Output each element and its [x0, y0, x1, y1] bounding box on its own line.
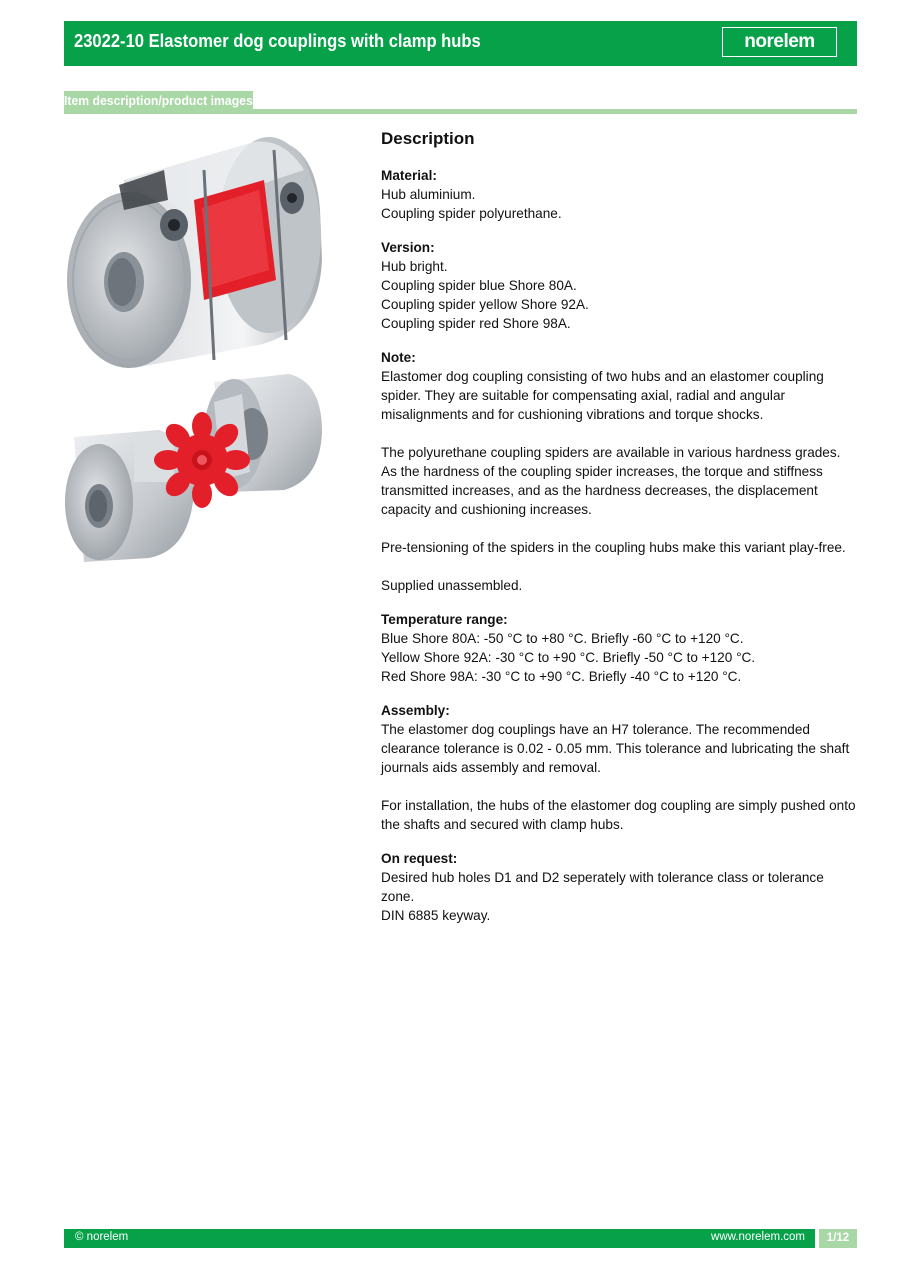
version-line: Coupling spider blue Shore 80A. [381, 278, 577, 293]
section-label: Item description/product images [64, 91, 253, 112]
on-request-heading: On request: [381, 851, 458, 866]
page-header [64, 21, 857, 66]
page-number: 1/12 [819, 1229, 857, 1248]
temperature-heading: Temperature range: [381, 612, 508, 627]
coupling-exploded-icon [64, 372, 322, 564]
note-paragraph: The polyurethane coupling spiders are available in various hardness grades. As the hardness of the coupling spider increases, the torque and stiffness transmitted increases, and as the hardness decreases, the displacement capacity and cushioning increases. [381, 445, 841, 517]
material-block [381, 166, 856, 223]
material-line: Hub aluminium. [381, 187, 476, 202]
on-request-line: DIN 6885 keyway. [381, 908, 491, 923]
assembly-paragraph: The elastomer dog couplings have an H7 tolerance. The recommended clearance tolerance is 0.02 - 0.05 mm. This tolerance and lubricating the shaft journals aids assembly and removal. [381, 722, 850, 775]
assembly-block [381, 701, 856, 834]
assembly-heading: Assembly: [381, 703, 450, 718]
note-heading: Note: [381, 350, 416, 365]
page-title: 23022-10 Elastomer dog couplings with clamp hubs [74, 31, 481, 51]
material-heading: Material: [381, 168, 437, 183]
temperature-line: Yellow Shore 92A: -30 °C to +90 °C. Briefly -50 °C to +120 °C. [381, 650, 756, 665]
footer-website-link[interactable]: www.norelem.com [711, 1231, 805, 1243]
footer-copyright: © norelem [75, 1231, 129, 1243]
version-heading: Version: [381, 240, 435, 255]
assembly-paragraph: For installation, the hubs of the elastomer dog coupling are simply pushed onto the shafts and secured with clamp hubs. [381, 798, 856, 832]
product-image-assembled [64, 130, 322, 370]
page-footer [64, 1229, 857, 1248]
temperature-block [381, 610, 856, 686]
on-request-line: Desired hub holes D1 and D2 seperately with tolerance class or tolerance zone. [381, 870, 824, 904]
logo-text: norelem [744, 31, 815, 52]
note-paragraph: Elastomer dog coupling consisting of two hubs and an elastomer coupling spider. They are suitable for compensating axial, radial and angular misalignments and for cushioning vibrations and torque shocks. [381, 369, 824, 422]
description-content [381, 128, 856, 940]
version-block [381, 238, 856, 333]
description-title: Description [381, 129, 475, 148]
version-line: Coupling spider red Shore 98A. [381, 316, 571, 331]
version-line: Hub bright. [381, 259, 448, 274]
note-paragraph: Pre-tensioning of the spiders in the coupling hubs make this variant play-free. [381, 540, 846, 555]
norelem-logo [722, 27, 837, 57]
coupling-assembled-icon [64, 130, 322, 370]
on-request-block [381, 849, 856, 925]
note-block [381, 348, 856, 595]
temperature-line: Red Shore 98A: -30 °C to +90 °C. Briefly -40 °C to +120 °C. [381, 669, 742, 684]
note-paragraph: Supplied unassembled. [381, 578, 523, 593]
version-line: Coupling spider yellow Shore 92A. [381, 297, 589, 312]
product-image-exploded [64, 372, 322, 564]
temperature-line: Blue Shore 80A: -50 °C to +80 °C. Briefly -60 °C to +120 °C. [381, 631, 744, 646]
material-line: Coupling spider polyurethane. [381, 206, 562, 221]
